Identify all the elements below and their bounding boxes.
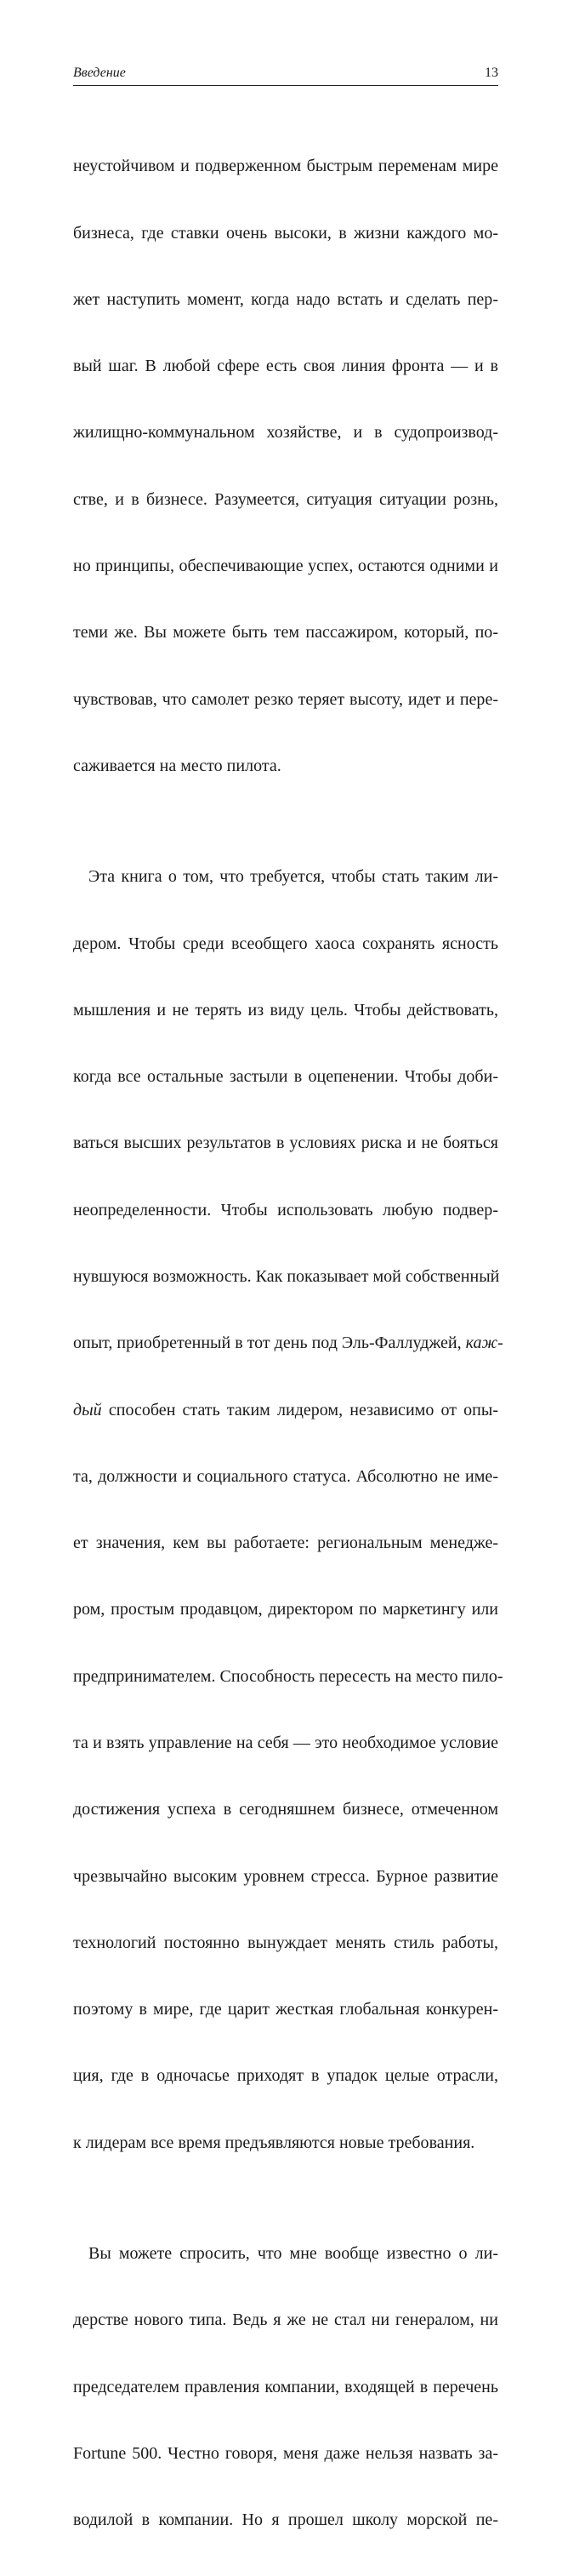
text-line: чрезвычайно высоким уровнем стресса. Бурное развитие [73, 1866, 498, 1886]
text-line-with-italic [73, 1399, 498, 1421]
text-line: та и взять управление на себя — это необходимое условие [73, 1733, 498, 1752]
text-line: председателем правления компании, входящей в перечень [73, 2377, 498, 2396]
text-line: технологий постоянно вынуждает менять стиль работы, [73, 1933, 498, 1952]
italic-word: дый [73, 1400, 102, 1419]
text-line: та, должности и социального статуса. Абсолютно не име- [73, 1466, 498, 1486]
text-segment: способен стать таким лидером, независимо от опы- [108, 1400, 498, 1419]
text-line: мышления и не терять из виду цель. Чтобы действовать, [73, 1000, 498, 1020]
text-line: поэтому в мире, где царит жесткая глобальная конкурен- [73, 2000, 498, 2019]
text-line: дерстве нового типа. Ведь я же не стал ни генералом, ни [73, 2310, 498, 2330]
text-line: теми же. Вы можете быть тем пассажиром, который, по- [73, 623, 498, 643]
text-line: когда все остальные застыли в оцепенении. Чтобы доби- [73, 1067, 498, 1087]
text-line: ет значения, кем вы работаете: региональным менедже- [73, 1534, 498, 1553]
text-line: стве, и в бизнесе. Разумеется, ситуация ситуации рознь, [73, 489, 498, 509]
text-line-with-italic [73, 1332, 503, 1354]
section-title: Введение [73, 66, 126, 80]
text-line: ция, где в одночасье приходят в упадок целые отрасли, [73, 2066, 498, 2086]
text-line: ваться высших результатов в условиях риска и не бояться [73, 1134, 498, 1153]
italic-word: каж- [465, 1334, 503, 1353]
text-line: неустойчивом и подверженном быстрым переменам мире [73, 157, 498, 176]
body-text [73, 89, 503, 2576]
text-line: саживается на место пилота. [73, 756, 281, 775]
text-line: вый шаг. В любой сфере есть своя линия фронта — и в [73, 357, 498, 376]
text-line: чувствовав, что самолет резко теряет высоту, идет и пере- [73, 689, 498, 709]
text-segment: опыт, приобретенный в тот день под Эль-Фаллуджей, [73, 1334, 466, 1353]
running-head [73, 63, 498, 85]
text-line: неопределенности. Чтобы использовать любую подвер- [73, 1200, 498, 1219]
page-number: 13 [485, 66, 498, 80]
text-line: достижения успеха в сегодняшнем бизнесе, отмеченном [73, 1800, 498, 1819]
text-line: Эта книга о том, что требуется, чтобы стать таким ли- [88, 867, 498, 887]
text-line: Вы можете спросить, что мне вообще известно о ли- [88, 2244, 498, 2264]
text-line: жилищно-коммунальном хозяйстве, и в судопроизвод- [73, 423, 498, 443]
text-line: ром, простым продавцом, директором по маркетингу или [73, 1600, 498, 1619]
text-line: бизнеса, где ставки очень высоки, в жизни каждого мо- [73, 223, 498, 243]
text-line: к лидерам все время предъявляются новые требования. [73, 2133, 475, 2152]
text-line: жет наступить момент, когда надо встать и сделать пер- [73, 289, 498, 309]
text-line: дером. Чтобы среди всеобщего хаоса сохранять ясность [73, 934, 498, 953]
text-line: но принципы, обеспечивающие успех, остаются одними и [73, 556, 498, 575]
text-line: водилой в компании. Но я прошел школу морской пе- [73, 2510, 498, 2530]
text-line: Fortune 500. Честно говоря, меня даже нельзя назвать за- [73, 2443, 498, 2463]
header-rule [73, 85, 498, 86]
text-line: нувшуюся возможность. Как показывает мой собственный [73, 1266, 500, 1286]
text-line: предпринимателем. Способность пересесть на место пило- [73, 1666, 503, 1686]
